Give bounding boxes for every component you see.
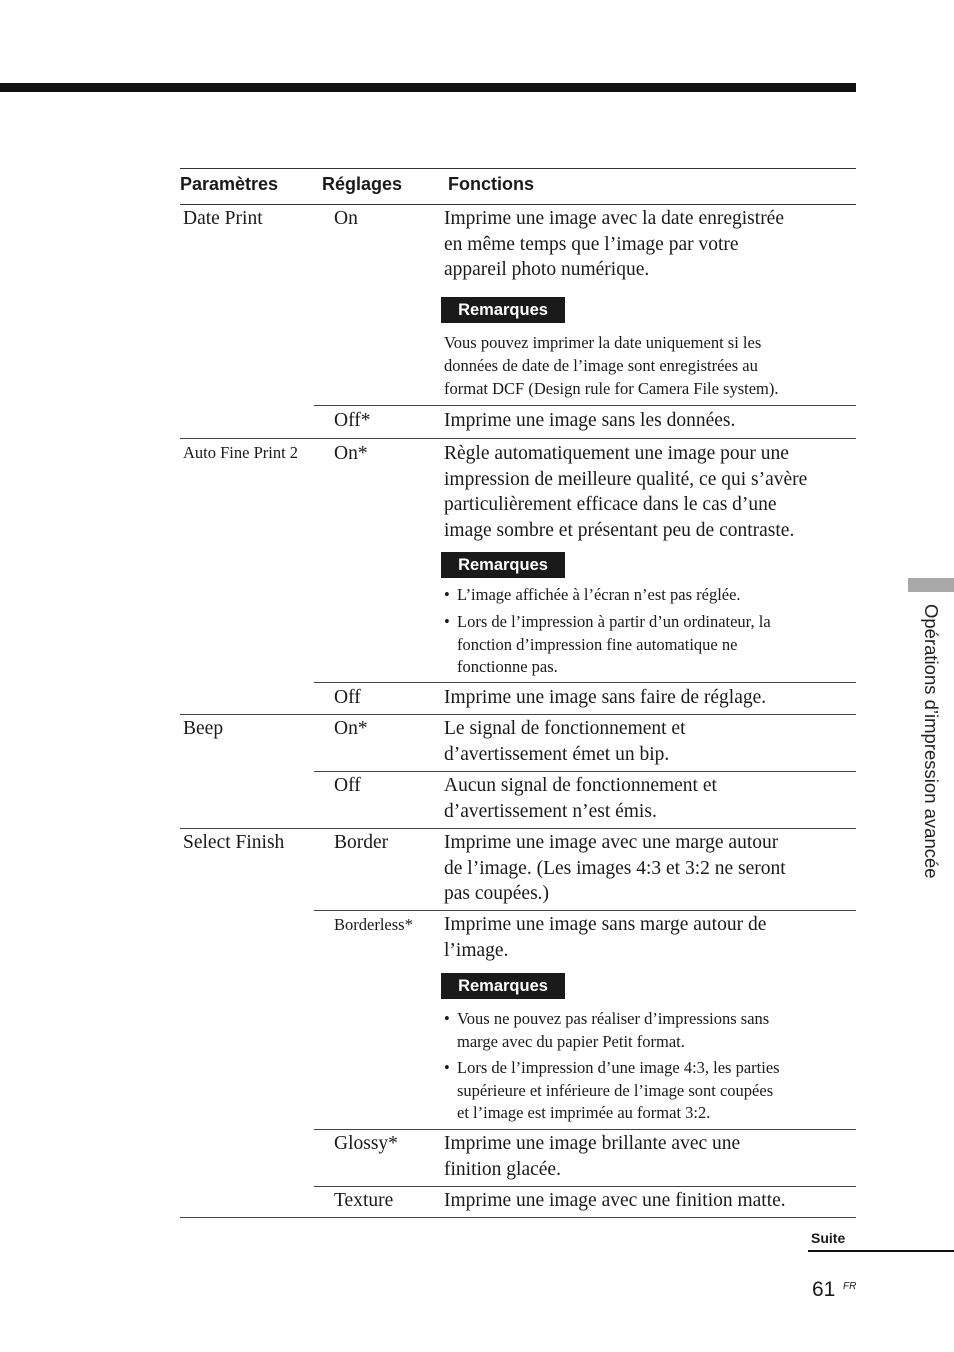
language-code: FR xyxy=(843,1281,857,1292)
function-auto-fine-print-off: Imprime une image sans faire de réglage. xyxy=(444,687,767,708)
function-date-print-off: Imprime une image sans les données. xyxy=(444,410,736,431)
note-line: fonctionne pas. xyxy=(457,657,558,676)
function-borderless xyxy=(444,912,856,963)
top-rule xyxy=(0,83,856,92)
notes-badge: Remarques xyxy=(441,552,565,578)
notes-badge: Remarques xyxy=(441,297,565,323)
text-line: l’image. xyxy=(444,939,509,961)
page-number: 61 xyxy=(812,1278,836,1301)
note-date-print xyxy=(444,331,856,400)
notes-badge: Remarques xyxy=(441,973,565,999)
setting-beep-on: On* xyxy=(334,718,368,739)
text-line: Aucun signal de fonctionnement et xyxy=(444,775,717,796)
note-bullet xyxy=(444,1008,856,1053)
text-line: impression de meilleure qualité, ce qui s’avère xyxy=(444,468,808,490)
function-beep-on xyxy=(444,716,856,767)
text-line: finition glacée. xyxy=(444,1158,561,1180)
param-date-print: Date Print xyxy=(183,208,263,229)
section-tab xyxy=(908,578,954,592)
text-line: Imprime une image avec la date enregistrée xyxy=(444,208,784,229)
text-line: de l’image. (Les images 4:3 et 3:2 ne seront xyxy=(444,857,786,879)
setting-auto-fine-print-on: On* xyxy=(334,443,368,464)
function-date-print-on xyxy=(444,206,856,283)
text-line: Le signal de fonctionnement et xyxy=(444,718,686,739)
header-settings: Réglages xyxy=(322,174,403,194)
function-glossy xyxy=(444,1131,856,1182)
note-bullet xyxy=(444,1057,856,1125)
continued-label: Suite xyxy=(811,1230,846,1246)
text-line: Imprime une image sans marge autour de xyxy=(444,914,767,935)
header-functions: Fonctions xyxy=(448,174,534,194)
function-beep-off xyxy=(444,773,856,824)
setting-date-print-on: On xyxy=(334,208,358,229)
row-divider xyxy=(314,910,856,911)
setting-borderless: Borderless* xyxy=(334,915,413,934)
param-auto-fine-print: Auto Fine Print 2 xyxy=(183,443,299,462)
setting-texture: Texture xyxy=(334,1190,394,1211)
header-bottom-rule xyxy=(180,204,856,205)
note-bullet xyxy=(444,584,856,607)
text-line: particulièrement efficace dans le cas d’une xyxy=(444,494,777,515)
row-divider xyxy=(180,714,856,715)
setting-date-print-off: Off* xyxy=(334,410,371,431)
note-line: • Lors de l’impression à partir d’un ordinateur, la xyxy=(457,612,771,631)
note-line: format DCF (Design rule for Camera File system). xyxy=(444,379,779,398)
continued-rule xyxy=(808,1250,954,1252)
note-line: fonction d’impression fine automatique ne xyxy=(457,634,738,654)
text-line: pas coupées.) xyxy=(444,883,550,904)
function-border xyxy=(444,830,856,907)
text-line: Imprime une image avec une marge autour xyxy=(444,832,779,853)
row-divider xyxy=(314,1186,856,1187)
table-bottom-rule xyxy=(180,1217,856,1218)
header-params: Paramètres xyxy=(180,174,279,194)
text-line: Imprime une image brillante avec une xyxy=(444,1133,741,1154)
note-line: • L’image affichée à l’écran n’est pas réglée. xyxy=(457,585,741,604)
note-line: Vous pouvez imprimer la date uniquement si les xyxy=(444,333,762,352)
text-line: Règle automatiquement une image pour une xyxy=(444,443,789,464)
section-tab-label: Opérations d’impression avancée xyxy=(921,604,942,879)
text-line: appareil photo numérique. xyxy=(444,259,650,280)
setting-border: Border xyxy=(334,832,389,853)
header-top-rule xyxy=(180,168,856,169)
note-line: • Lors de l’impression d’une image 4:3, les parties xyxy=(457,1058,780,1077)
text-line: d’avertissement n’est émis. xyxy=(444,800,657,822)
row-divider xyxy=(314,682,856,683)
text-line: d’avertissement émet un bip. xyxy=(444,743,670,765)
param-select-finish: Select Finish xyxy=(183,832,285,853)
row-divider xyxy=(180,828,856,829)
text-line: image sombre et présentant peu de contraste. xyxy=(444,519,795,541)
row-divider xyxy=(314,1129,856,1130)
note-bullet xyxy=(444,611,856,679)
note-line: et l’image est imprimée au format 3:2. xyxy=(457,1103,711,1122)
text-line: en même temps que l’image par votre xyxy=(444,233,739,255)
note-line: marge avec du papier Petit format. xyxy=(457,1031,685,1051)
setting-beep-off: Off xyxy=(334,775,361,796)
setting-auto-fine-print-off: Off xyxy=(334,687,361,708)
note-line: données de date de l’image sont enregistrées au xyxy=(444,356,758,375)
note-line: supérieure et inférieure de l’image sont coupées xyxy=(457,1080,774,1100)
param-beep: Beep xyxy=(183,718,224,739)
row-divider xyxy=(314,771,856,772)
row-divider xyxy=(314,405,856,406)
setting-glossy: Glossy* xyxy=(334,1133,398,1154)
function-texture: Imprime une image avec une finition matte. xyxy=(444,1190,786,1211)
function-auto-fine-print-on xyxy=(444,441,856,543)
note-line: • Vous ne pouvez pas réaliser d’impressions sans xyxy=(457,1009,770,1028)
row-divider xyxy=(180,438,856,439)
